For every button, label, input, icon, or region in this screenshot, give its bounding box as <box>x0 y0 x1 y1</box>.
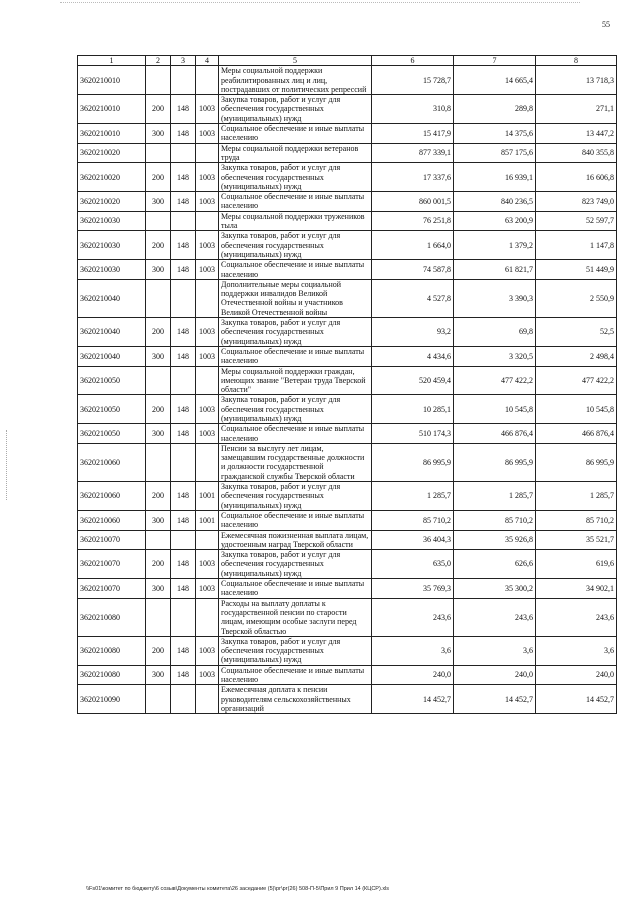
row-cell: 148 <box>171 665 196 685</box>
row-cell: 86 995,9 <box>536 443 617 481</box>
row-cell: 1 147,8 <box>536 231 617 260</box>
table-row <box>78 665 617 685</box>
row-cell: 1003 <box>196 318 219 347</box>
row-cell: 200 <box>146 482 171 511</box>
row-code: 3620210070 <box>78 530 146 550</box>
row-cell <box>196 366 219 395</box>
table-row <box>78 231 617 260</box>
row-cell: 10 545,8 <box>536 395 617 424</box>
row-cell: 148 <box>171 260 196 280</box>
row-cell: 4 527,8 <box>372 279 454 317</box>
row-cell: 1 664,0 <box>372 231 454 260</box>
row-cell: 1003 <box>196 124 219 144</box>
row-cell: 289,8 <box>454 95 536 124</box>
row-code: 3620210040 <box>78 346 146 366</box>
row-cell <box>146 685 171 714</box>
row-cell: 1003 <box>196 95 219 124</box>
row-cell: 1003 <box>196 636 219 665</box>
row-cell: 466 876,4 <box>454 424 536 444</box>
table-row <box>78 685 617 714</box>
row-cell: 466 876,4 <box>536 424 617 444</box>
row-cell: 14 375,6 <box>454 124 536 144</box>
row-cell <box>196 66 219 95</box>
row-cell: 1003 <box>196 231 219 260</box>
row-code: 3620210050 <box>78 366 146 395</box>
row-description: Закупка товаров, работ и услуг для обеспечения государственных (муниципальных) нужд <box>219 550 372 579</box>
row-code: 3620210080 <box>78 665 146 685</box>
row-description: Социальное обеспечение и иные выплаты населению <box>219 665 372 685</box>
row-code: 3620210010 <box>78 95 146 124</box>
row-cell: 69,8 <box>454 318 536 347</box>
row-cell: 14 452,7 <box>372 685 454 714</box>
row-description: Меры социальной поддержки реабилитированных лиц и лиц, пострадавших от политических репрессий <box>219 66 372 95</box>
row-cell: 1003 <box>196 424 219 444</box>
header-cell: 8 <box>536 56 617 66</box>
table-row <box>78 530 617 550</box>
row-cell: 1 379,2 <box>454 231 536 260</box>
table-row <box>78 143 617 163</box>
row-description: Социальное обеспечение и иные выплаты населению <box>219 260 372 280</box>
row-cell: 148 <box>171 231 196 260</box>
table-row <box>78 318 617 347</box>
row-description: Ежемесячная доплата к пенсии руководителям сельскохозяйственных организаций <box>219 685 372 714</box>
row-cell: 3 320,5 <box>454 346 536 366</box>
row-description: Социальное обеспечение и иные выплаты населению <box>219 192 372 212</box>
row-code: 3620210080 <box>78 598 146 636</box>
row-cell: 1 285,7 <box>536 482 617 511</box>
row-description: Меры социальной поддержки тружеников тыла <box>219 211 372 231</box>
row-code: 3620210070 <box>78 550 146 579</box>
row-cell: 200 <box>146 231 171 260</box>
row-cell: 13 447,2 <box>536 124 617 144</box>
row-code: 3620210030 <box>78 260 146 280</box>
table-row <box>78 124 617 144</box>
table-row <box>78 550 617 579</box>
row-code: 3620210060 <box>78 510 146 530</box>
row-cell: 243,6 <box>372 598 454 636</box>
row-description: Социальное обеспечение и иные выплаты населению <box>219 424 372 444</box>
row-cell: 1003 <box>196 550 219 579</box>
row-description: Закупка товаров, работ и услуг для обеспечения государственных (муниципальных) нужд <box>219 482 372 511</box>
row-cell: 148 <box>171 579 196 599</box>
row-cell <box>196 143 219 163</box>
row-cell: 148 <box>171 95 196 124</box>
header-cell: 4 <box>196 56 219 66</box>
row-cell: 200 <box>146 550 171 579</box>
row-cell <box>196 685 219 714</box>
row-cell: 1003 <box>196 395 219 424</box>
row-cell: 4 434,6 <box>372 346 454 366</box>
row-cell: 52 597,7 <box>536 211 617 231</box>
row-cell: 14 452,7 <box>536 685 617 714</box>
row-cell: 17 337,6 <box>372 163 454 192</box>
row-cell: 148 <box>171 482 196 511</box>
table-row <box>78 260 617 280</box>
row-description: Социальное обеспечение и иные выплаты населению <box>219 346 372 366</box>
row-cell: 34 902,1 <box>536 579 617 599</box>
row-cell: 823 749,0 <box>536 192 617 212</box>
table-row <box>78 424 617 444</box>
row-cell <box>171 279 196 317</box>
row-cell: 240,0 <box>454 665 536 685</box>
row-code: 3620210010 <box>78 124 146 144</box>
row-code: 3620210090 <box>78 685 146 714</box>
row-cell: 86 995,9 <box>372 443 454 481</box>
row-cell <box>171 685 196 714</box>
row-description: Социальное обеспечение и иные выплаты населению <box>219 579 372 599</box>
row-cell: 200 <box>146 95 171 124</box>
row-cell: 1 285,7 <box>372 482 454 511</box>
table-row <box>78 636 617 665</box>
row-cell: 14 665,4 <box>454 66 536 95</box>
row-cell: 300 <box>146 192 171 212</box>
row-cell: 619,6 <box>536 550 617 579</box>
row-cell: 3 390,3 <box>454 279 536 317</box>
row-cell: 35 300,2 <box>454 579 536 599</box>
row-cell <box>171 366 196 395</box>
row-cell: 85 710,2 <box>536 510 617 530</box>
row-cell: 148 <box>171 192 196 212</box>
row-description: Закупка товаров, работ и услуг для обеспечения государственных (муниципальных) нужд <box>219 95 372 124</box>
row-description: Закупка товаров, работ и услуг для обеспечения государственных (муниципальных) нужд <box>219 318 372 347</box>
row-cell: 271,1 <box>536 95 617 124</box>
row-code: 3620210030 <box>78 231 146 260</box>
row-cell: 510 174,3 <box>372 424 454 444</box>
row-cell: 860 001,5 <box>372 192 454 212</box>
row-code: 3620210050 <box>78 395 146 424</box>
row-cell: 148 <box>171 636 196 665</box>
row-cell: 877 339,1 <box>372 143 454 163</box>
row-code: 3620210020 <box>78 143 146 163</box>
row-cell: 148 <box>171 346 196 366</box>
row-cell: 10 285,1 <box>372 395 454 424</box>
table-row <box>78 346 617 366</box>
row-cell: 15 728,7 <box>372 66 454 95</box>
row-cell: 148 <box>171 550 196 579</box>
scan-margin-marks <box>6 430 9 500</box>
row-cell <box>146 66 171 95</box>
row-cell: 35 926,8 <box>454 530 536 550</box>
row-cell: 200 <box>146 163 171 192</box>
row-code: 3620210040 <box>78 279 146 317</box>
row-cell: 1003 <box>196 579 219 599</box>
row-cell: 148 <box>171 510 196 530</box>
header-cell: 1 <box>78 56 146 66</box>
row-cell: 93,2 <box>372 318 454 347</box>
row-cell: 243,6 <box>536 598 617 636</box>
row-cell: 200 <box>146 636 171 665</box>
row-cell: 61 821,7 <box>454 260 536 280</box>
row-cell: 477 422,2 <box>536 366 617 395</box>
row-cell: 15 417,9 <box>372 124 454 144</box>
row-cell: 148 <box>171 318 196 347</box>
row-cell: 3,6 <box>454 636 536 665</box>
row-code: 3620210080 <box>78 636 146 665</box>
header-cell: 2 <box>146 56 171 66</box>
row-description: Закупка товаров, работ и услуг для обеспечения государственных (муниципальных) нужд <box>219 395 372 424</box>
row-cell <box>146 598 171 636</box>
row-cell: 86 995,9 <box>454 443 536 481</box>
row-cell: 840 355,8 <box>536 143 617 163</box>
row-cell: 14 452,7 <box>454 685 536 714</box>
row-cell: 148 <box>171 124 196 144</box>
row-cell: 477 422,2 <box>454 366 536 395</box>
file-path-footer: \\Fs01\комитет по бюджету\6 созыв\Документы комитета\26 заседание (5)\рг\рг(26) 508-П-5\Прил 9 Прил 14 (КЦСР).xls <box>86 886 390 892</box>
row-cell <box>171 66 196 95</box>
row-cell: 243,6 <box>454 598 536 636</box>
row-cell: 300 <box>146 260 171 280</box>
row-cell <box>171 598 196 636</box>
scan-noise-line <box>60 2 580 4</box>
row-cell: 76 251,8 <box>372 211 454 231</box>
row-cell: 51 449,9 <box>536 260 617 280</box>
row-cell: 2 550,9 <box>536 279 617 317</box>
row-cell: 1003 <box>196 163 219 192</box>
row-cell <box>196 530 219 550</box>
row-cell: 1003 <box>196 665 219 685</box>
row-cell: 2 498,4 <box>536 346 617 366</box>
row-cell: 35 769,3 <box>372 579 454 599</box>
row-cell: 52,5 <box>536 318 617 347</box>
row-code: 3620210050 <box>78 424 146 444</box>
row-cell <box>146 443 171 481</box>
row-cell: 626,6 <box>454 550 536 579</box>
table-row <box>78 95 617 124</box>
row-cell <box>171 211 196 231</box>
row-cell: 300 <box>146 579 171 599</box>
row-description: Социальное обеспечение и иные выплаты населению <box>219 124 372 144</box>
row-code: 3620210030 <box>78 211 146 231</box>
table-row <box>78 482 617 511</box>
row-code: 3620210020 <box>78 192 146 212</box>
row-cell: 13 718,3 <box>536 66 617 95</box>
row-cell: 840 236,5 <box>454 192 536 212</box>
row-cell: 310,8 <box>372 95 454 124</box>
row-code: 3620210010 <box>78 66 146 95</box>
row-cell <box>146 530 171 550</box>
row-code: 3620210060 <box>78 443 146 481</box>
row-cell: 74 587,8 <box>372 260 454 280</box>
row-description: Закупка товаров, работ и услуг для обеспечения государственных (муниципальных) нужд <box>219 231 372 260</box>
row-description: Меры социальной поддержки ветеранов труда <box>219 143 372 163</box>
row-cell: 1003 <box>196 260 219 280</box>
row-cell: 85 710,2 <box>372 510 454 530</box>
row-cell: 200 <box>146 318 171 347</box>
row-cell: 300 <box>146 124 171 144</box>
table-row <box>78 598 617 636</box>
row-cell: 200 <box>146 395 171 424</box>
header-cell: 6 <box>372 56 454 66</box>
row-description: Ежемесячная пожизненная выплата лицам, удостоенным наград Тверской области <box>219 530 372 550</box>
row-description: Закупка товаров, работ и услуг для обеспечения государственных (муниципальных) нужд <box>219 636 372 665</box>
row-cell <box>196 598 219 636</box>
header-cell: 5 <box>219 56 372 66</box>
table-row <box>78 279 617 317</box>
row-cell: 1003 <box>196 192 219 212</box>
row-cell: 1001 <box>196 510 219 530</box>
row-description: Дополнительные меры социальной поддержки инвалидов Великой Отечественной войны и участников Великой Отечественной войны <box>219 279 372 317</box>
table-row <box>78 443 617 481</box>
row-cell <box>146 366 171 395</box>
row-cell: 16 939,1 <box>454 163 536 192</box>
row-code: 3620210040 <box>78 318 146 347</box>
row-cell: 857 175,6 <box>454 143 536 163</box>
row-cell <box>171 143 196 163</box>
row-cell <box>171 443 196 481</box>
row-cell: 63 200,9 <box>454 211 536 231</box>
table-row <box>78 579 617 599</box>
row-cell: 1 285,7 <box>454 482 536 511</box>
budget-table <box>77 55 617 714</box>
row-cell: 85 710,2 <box>454 510 536 530</box>
row-description: Пенсии за выслугу лет лицам, замещавшим государственные должности и должности государственной гражданской службы Тверской области <box>219 443 372 481</box>
table-row <box>78 395 617 424</box>
row-cell <box>146 279 171 317</box>
row-cell: 300 <box>146 665 171 685</box>
row-cell: 300 <box>146 346 171 366</box>
row-cell <box>196 211 219 231</box>
row-cell: 10 545,8 <box>454 395 536 424</box>
header-cell: 7 <box>454 56 536 66</box>
row-cell: 148 <box>171 163 196 192</box>
table-row <box>78 66 617 95</box>
row-cell: 240,0 <box>536 665 617 685</box>
table-row <box>78 163 617 192</box>
row-cell: 3,6 <box>372 636 454 665</box>
table-row <box>78 510 617 530</box>
row-cell: 300 <box>146 510 171 530</box>
row-cell: 1003 <box>196 346 219 366</box>
row-code: 3620210020 <box>78 163 146 192</box>
table-row <box>78 192 617 212</box>
row-cell <box>196 279 219 317</box>
row-cell: 3,6 <box>536 636 617 665</box>
row-description: Социальное обеспечение и иные выплаты населению <box>219 510 372 530</box>
table-row <box>78 211 617 231</box>
row-code: 3620210070 <box>78 579 146 599</box>
header-row <box>78 56 617 66</box>
row-code: 3620210060 <box>78 482 146 511</box>
row-cell: 240,0 <box>372 665 454 685</box>
header-cell: 3 <box>171 56 196 66</box>
row-cell: 35 521,7 <box>536 530 617 550</box>
row-cell: 148 <box>171 424 196 444</box>
row-description: Меры социальной поддержки граждан, имеющих звание "Ветеран труда Тверской области" <box>219 366 372 395</box>
row-cell: 36 404,3 <box>372 530 454 550</box>
row-cell: 300 <box>146 424 171 444</box>
row-cell <box>146 211 171 231</box>
row-description: Закупка товаров, работ и услуг для обеспечения государственных (муниципальных) нужд <box>219 163 372 192</box>
row-cell: 520 459,4 <box>372 366 454 395</box>
row-cell: 148 <box>171 395 196 424</box>
page-number: 55 <box>602 20 610 29</box>
row-cell: 635,0 <box>372 550 454 579</box>
row-cell: 16 606,8 <box>536 163 617 192</box>
row-cell: 1001 <box>196 482 219 511</box>
row-cell <box>196 443 219 481</box>
row-cell <box>171 530 196 550</box>
row-cell <box>146 143 171 163</box>
row-description: Расходы на выплату доплаты к государственной пенсии по старости лицам, имеющим особые заслуги перед Тверской областью <box>219 598 372 636</box>
table-row <box>78 366 617 395</box>
